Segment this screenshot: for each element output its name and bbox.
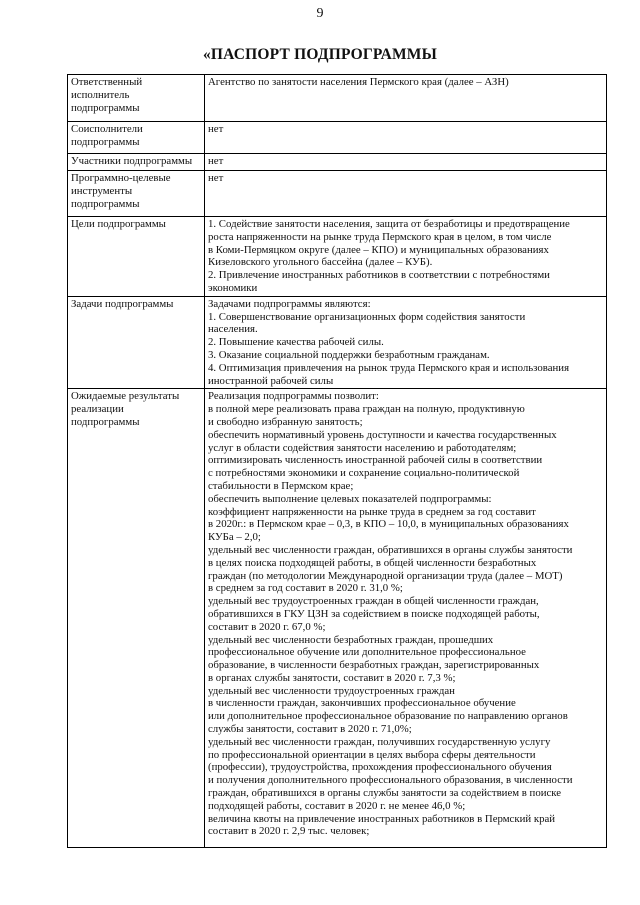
value-line: величина квоты на привлечение иностранных работников в Пермский край xyxy=(208,812,556,825)
label-line: подпрограммы xyxy=(71,415,140,428)
value-line: 4. Оптимизация привлечения на рынок труда Пермского края и использования xyxy=(208,361,570,374)
row-value xyxy=(205,217,607,297)
value-line: в численности граждан, закончивших профессиональное обучение xyxy=(208,697,516,710)
label-line: подпрограммы xyxy=(71,101,140,114)
value-line: и получения дополнительного профессионального образования, в численности xyxy=(208,774,573,787)
value-line: в полной мере реализовать права граждан на полную, продуктивную xyxy=(208,403,525,416)
value-line: обратившихся в ГКУ ЦЗН за содействием в поиске подходящей работы, xyxy=(208,607,540,620)
value-line: подходящей работы, составит в 2020 г. не менее 46,0 %; xyxy=(208,799,466,812)
label-line: подпрограммы xyxy=(71,135,140,148)
row-value xyxy=(205,389,607,848)
row-label xyxy=(68,171,205,217)
table-row-participants xyxy=(68,154,607,171)
value-line: (профессии), трудоустройства, прохождения профессионального обучения xyxy=(208,761,552,774)
row-value xyxy=(205,296,607,389)
row-label xyxy=(68,122,205,154)
label-line: Задачи подпрограммы xyxy=(71,297,174,310)
value-line: обеспечить выполнение целевых показателей подпрограммы: xyxy=(208,492,492,505)
value-line: роста напряженности на рынке труда Пермского края в целом, в том числе xyxy=(208,230,552,243)
value-line: экономики xyxy=(208,281,258,294)
value-line: нет xyxy=(208,172,224,184)
label-line: реализации xyxy=(71,403,124,416)
value-line: 2. Повышение качества рабочей силы. xyxy=(208,336,384,349)
value-line: 1. Совершенствование организационных форм содействия занятости xyxy=(208,310,526,323)
value-line: Реализация подпрограммы позволит: xyxy=(208,390,379,403)
row-label xyxy=(68,296,205,389)
row-label xyxy=(68,75,205,122)
value-line: в Коми-Пермяцком округе (далее – КПО) и муниципальных образованиях xyxy=(208,243,549,256)
table-row-goals xyxy=(68,217,607,297)
value-line: обеспечить нормативный уровень доступности и качества государственных xyxy=(208,428,557,441)
value-line: удельный вес численности граждан, получивших государственную услугу xyxy=(208,735,551,748)
value-line: граждан, обратившихся в органы службы занятости за содействием в поиске xyxy=(208,787,562,800)
value-line: профессиональное обучение или дополнительное профессиональное xyxy=(208,646,526,659)
label-line: Ответственный xyxy=(71,76,143,88)
value-line: удельный вес численности безработных граждан, прошедших xyxy=(208,633,494,646)
label-line: Программно-целевые xyxy=(71,172,171,184)
value-line: в целях поиска подходящей работы, в общей численности безработных xyxy=(208,556,537,569)
value-line: нет xyxy=(208,155,224,167)
value-line: нет xyxy=(208,123,224,135)
value-line: оптимизировать численность иностранной рабочей силы в соответствии xyxy=(208,454,543,467)
row-value xyxy=(205,154,607,171)
value-line: 1. Содействие занятости населения, защита от безработицы и предотвращение xyxy=(208,218,570,230)
value-line: с потребностями экономики и сохранение социально-политической xyxy=(208,467,520,480)
value-line: в 2020г.: в Пермском крае – 0,3, в КПО – 10,0, в муниципальных образованиях xyxy=(208,518,569,531)
label-line: Соисполнители xyxy=(71,123,143,135)
value-line: КУБа – 2,0; xyxy=(208,531,261,544)
row-value xyxy=(205,75,607,122)
value-line: стабильности в Пермском крае; xyxy=(208,479,354,492)
row-value xyxy=(205,171,607,217)
value-line: составит в 2020 г. 67,0 %; xyxy=(208,620,326,633)
value-line: Агентство по занятости населения Пермского края (далее – АЗН) xyxy=(208,76,509,88)
value-line: коэффициент напряженности на рынке труда в среднем за год составит xyxy=(208,505,536,518)
value-line: и свободно избранную занятость; xyxy=(208,415,363,428)
value-line: иностранной рабочей силы xyxy=(208,374,334,387)
value-line: составит в 2020 г. 2,9 тыс. человек; xyxy=(208,825,370,838)
value-line: граждан (по методологии Международной организации труда (далее – МОТ) xyxy=(208,569,563,582)
value-line: или дополнительное профессиональное образование по направлению органов xyxy=(208,710,568,723)
table-row-tasks xyxy=(68,296,607,389)
value-line: Задачами подпрограммы являются: xyxy=(208,297,371,310)
table-row-program-tools xyxy=(68,171,607,217)
value-line: образование, в численности безработных граждан, зарегистрированных xyxy=(208,659,540,672)
value-line: Кизеловского угольного бассейна (далее – КУБ). xyxy=(208,256,433,269)
value-line: по профессиональной ориентации в целях выбора сферы деятельности xyxy=(208,748,536,761)
value-line: удельный вес численности трудоустроенных граждан xyxy=(208,684,455,697)
document-title: «ПАСПОРТ ПОДПРОГРАММЫ xyxy=(202,46,438,63)
table-row-expected-results xyxy=(68,389,607,848)
value-line: удельный вес трудоустроенных граждан в общей численности граждан, xyxy=(208,595,539,608)
label-line: подпрограммы xyxy=(71,197,140,210)
row-label xyxy=(68,217,205,297)
label-line: Ожидаемые результаты xyxy=(71,390,180,403)
passport-table xyxy=(67,74,607,848)
table-row-responsible-executor xyxy=(68,75,607,122)
value-line: в среднем за год составит в 2020 г. 31,0 %; xyxy=(208,582,403,595)
label-line: исполнитель xyxy=(71,88,130,101)
value-line: в органах службы занятости, составит в 2020 г. 7,3 %; xyxy=(208,671,456,684)
value-line: населения. xyxy=(208,323,258,336)
row-label xyxy=(68,389,205,848)
row-value xyxy=(205,122,607,154)
value-line: 2. Привлечение иностранных работников в соответствии с потребностями xyxy=(208,269,550,282)
table-row-co-executors xyxy=(68,122,607,154)
value-line: службы занятости, составит в 2020 г. 71,0%; xyxy=(208,723,412,736)
page-number: 9 xyxy=(316,6,324,21)
label-line: Цели подпрограммы xyxy=(71,218,166,230)
value-line: услуг в области содействия занятости населению и работодателям; xyxy=(208,441,517,454)
label-line: Участники подпрограммы xyxy=(71,155,193,167)
label-line: инструменты xyxy=(71,184,133,197)
row-label xyxy=(68,154,205,171)
value-line: удельный вес численности граждан, обратившихся в органы службы занятости xyxy=(208,543,573,556)
value-line: 3. Оказание социальной поддержки безработным гражданам. xyxy=(208,348,490,361)
